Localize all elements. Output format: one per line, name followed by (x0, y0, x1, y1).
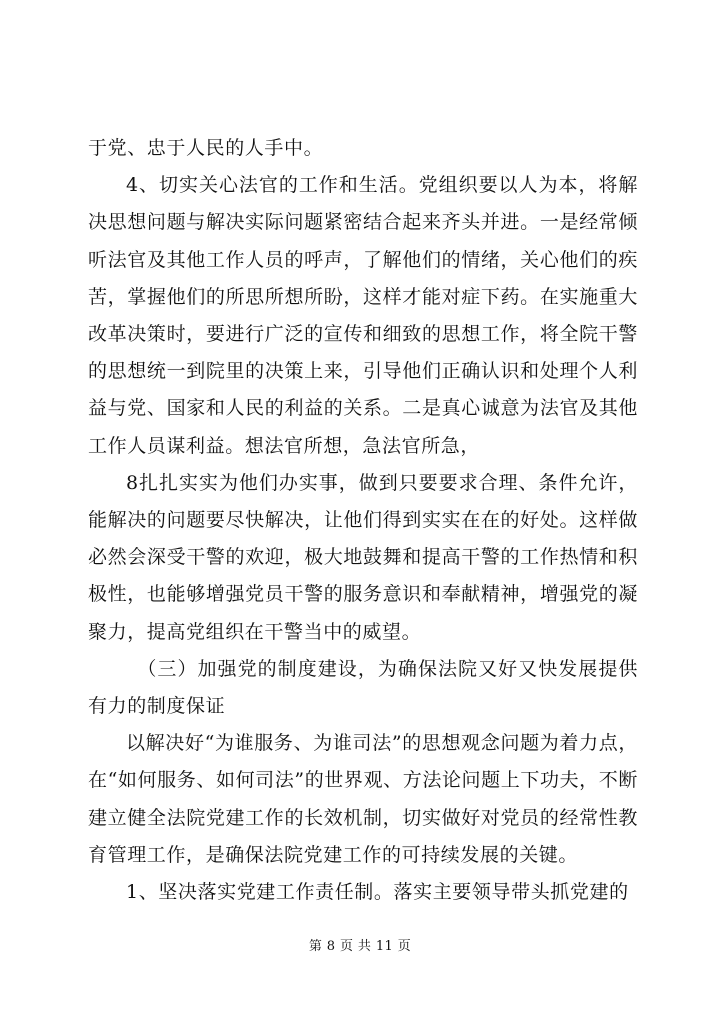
paragraph-responsibility-system: 1、坚决落实党建工作责任制。落实主要领导带头抓党建的 (126, 881, 629, 904)
document-body (88, 130, 638, 911)
page-footer: 第 8 页 共 11 页 (308, 939, 412, 954)
paragraph-continuation: 于党、忠于人民的人手中。 (88, 137, 324, 159)
paragraph-practical-deeds: 8扎扎实实为他们办实事，做到只要要求合理、条件允许，能解决的问题要尽快解决，让他们得到实实在在的好处。这样做必然会深受干警的欢迎，极大地鼓舞和提高干警的工作热情和积极性，也能够增强党员干警的服务意识和奉献精神，增强党的凝聚力，提高党组织在干警当中的威望。 (88, 471, 638, 643)
paragraph-caring-for-judges: 4、切实关心法官的工作和生活。党组织要以人为本，将解决思想问题与解决实际问题紧密结合起来齐头并进。一是经常倾听法官及其他工作人员的呼声，了解他们的情绪，关心他们的疾苦，掌握他们的所思所想所盼，这样才能对症下药。在实施重大改革决策时，要进行广泛的宣传和细致的思想工作，将全院干警的思想统一到院里的决策上来，引导他们正确认识和处理个人利益与党、国家和人民的利益的关系。二是真心诚意为法官及其他工作人员谋利益。想法官所想，急法官所急， (88, 174, 638, 457)
section-heading-institution-building: （三）加强党的制度建设，为确保法院又好又快发展提供有力的制度保证 (88, 657, 638, 718)
paragraph-long-term-mechanism: 以解决好“为谁服务、为谁司法”的思想观念问题为着力点，在“如何服务、如何司法”的世界观、方法论问题上下功夫，不断建立健全法院党建工作的长效机制，切实做好对党员的经常性教育管理工作，是确保法院党建工作的可持续发展的关键。 (88, 732, 638, 866)
